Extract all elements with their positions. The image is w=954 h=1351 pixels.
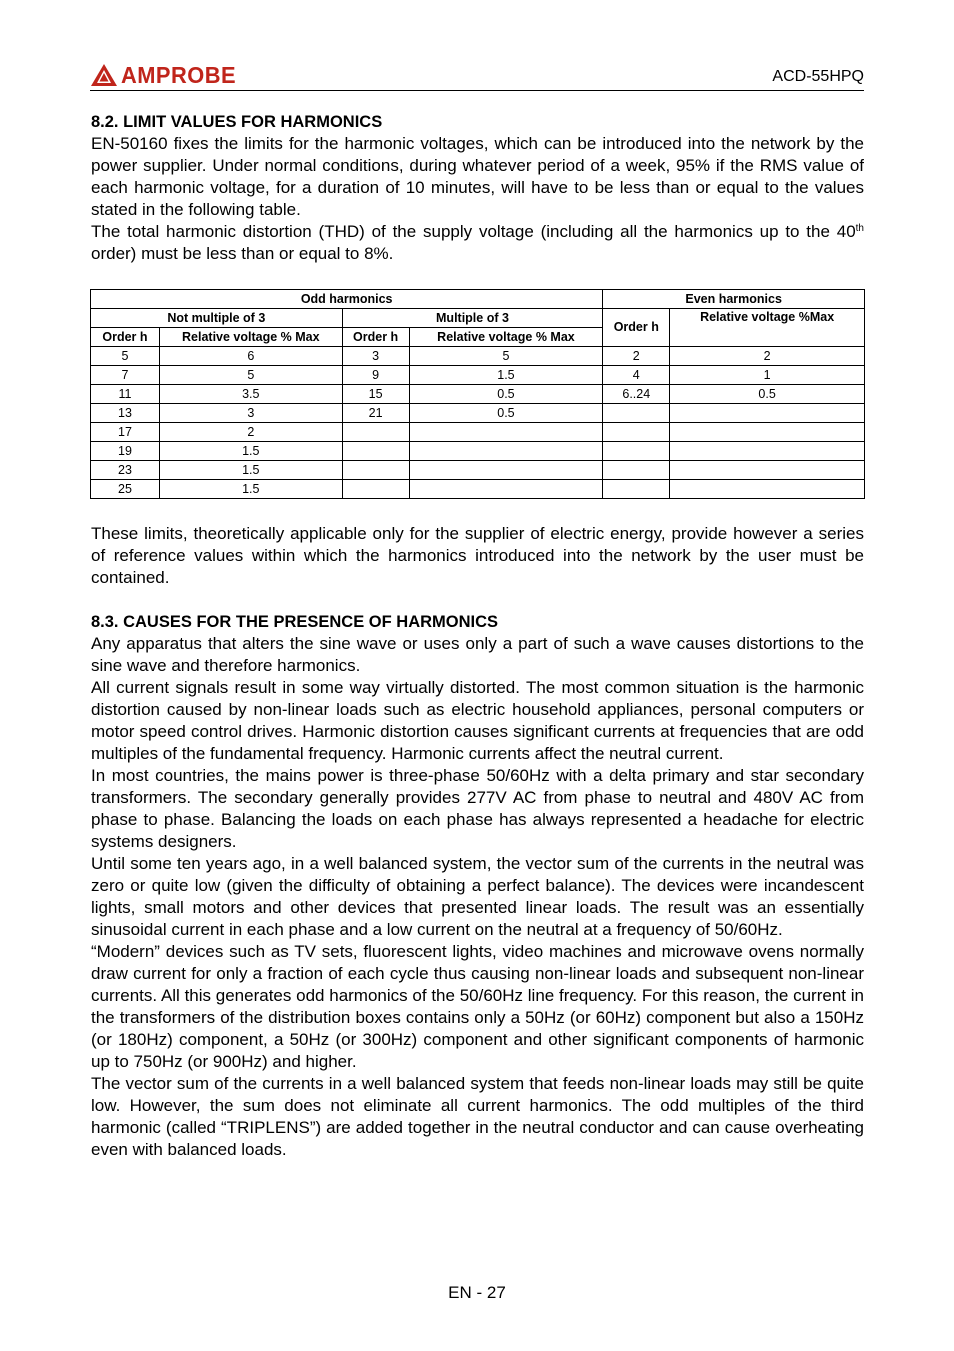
thd-text-start: The total harmonic distortion (THD) of the supply voltage (including all the harmonics up to the 40 — [91, 222, 856, 241]
table-cell — [670, 404, 865, 423]
warning-triangle-icon — [90, 63, 118, 87]
table-cell — [409, 442, 603, 461]
table-cell: 19 — [91, 442, 160, 461]
table-cell — [670, 423, 865, 442]
table-cell: 1.5 — [409, 366, 603, 385]
table-cell: 11 — [91, 385, 160, 404]
table-cell — [670, 461, 865, 480]
table-row — [91, 461, 865, 480]
table-cell: 1 — [670, 366, 865, 385]
table-cell: 17 — [91, 423, 160, 442]
table-cell: 25 — [91, 480, 160, 499]
table-cell: 0.5 — [409, 385, 603, 404]
table-cell — [342, 423, 409, 442]
even-order-h-header: Order h — [603, 309, 670, 347]
table-cell — [670, 480, 865, 499]
table-cell: 9 — [342, 366, 409, 385]
table-row — [91, 385, 865, 404]
multiple-of-3-header: Multiple of 3 — [342, 309, 603, 328]
table-cell — [409, 461, 603, 480]
thd-text-end: order) must be less than or equal to 8%. — [91, 244, 394, 263]
table-cell — [342, 480, 409, 499]
table-cell — [603, 461, 670, 480]
causes-paragraph: Any apparatus that alters the sine wave or uses only a part of such a wave causes distortions to the sine wave and therefore harmonics. — [91, 634, 864, 675]
table-cell: 7 — [91, 366, 160, 385]
model-name: ACD-55HPQ — [772, 68, 864, 85]
table-cell: 23 — [91, 461, 160, 480]
even-relative-voltage-header: Relative voltage %Max — [670, 309, 865, 347]
even-harmonics-header: Even harmonics — [603, 290, 865, 309]
table-cell — [603, 442, 670, 461]
section-heading-limit-values: 8.2. LIMIT VALUES FOR HARMONICS — [91, 113, 383, 131]
table-cell — [409, 423, 603, 442]
table-cell: 5 — [91, 347, 160, 366]
harmonics-limits-table — [90, 289, 865, 499]
causes-paragraphs — [91, 633, 864, 1161]
table-cell: 1.5 — [159, 442, 342, 461]
table-cell: 2 — [159, 423, 342, 442]
table-cell: 4 — [603, 366, 670, 385]
table-cell: 21 — [342, 404, 409, 423]
table-cell — [670, 442, 865, 461]
table-cell: 2 — [603, 347, 670, 366]
amprobe-logo — [90, 62, 242, 88]
causes-paragraph: The vector sum of the currents in a well balanced system that feeds non-linear loads may still be quite low. However, the sum does not eliminate all current harmonics. The odd multiples of the third harmonic (called “TRIPLENS”) are added together in the neutral conductor and can cause overheating even with balanced loads. — [91, 1074, 864, 1159]
paragraph-thd — [91, 221, 864, 265]
table-row — [91, 404, 865, 423]
table-cell — [603, 480, 670, 499]
causes-paragraph: “Modern” devices such as TV sets, fluorescent lights, video machines and microwave ovens normally draw current for only a fraction of each cycle thus causing non-linear loads and subsequent non-linear currents. All this generates odd harmonics of the 50/60Hz line frequency. For this reason, the current in the transformers of the distribution boxes contains only a 50Hz (or 60Hz) component but also a 150Hz (or 180Hz) component, a 50Hz (or 300Hz) component and other significant components of harmonic up to 750Hz (or 900Hz) and higher. — [91, 942, 864, 1071]
table-cell — [342, 461, 409, 480]
table-cell — [342, 442, 409, 461]
table-cell — [603, 404, 670, 423]
table-cell: 5 — [159, 366, 342, 385]
page-number: EN - 27 — [448, 1283, 506, 1302]
order-h-header: Order h — [91, 328, 160, 347]
table-row — [91, 442, 865, 461]
table-row — [91, 423, 865, 442]
logo-text: AMPROBE — [121, 62, 237, 88]
table-cell: 2 — [670, 347, 865, 366]
table-cell — [409, 480, 603, 499]
table-cell: 0.5 — [409, 404, 603, 423]
causes-paragraph: In most countries, the mains power is three-phase 50/60Hz with a delta primary and star secondary transformers. The secondary generally provides 277V AC from phase to neutral and 480V AC from phase to phase. Balancing the loads on each phase has always represented a headache for electric systems designers. — [91, 766, 864, 851]
table-cell: 6..24 — [603, 385, 670, 404]
table-cell: 3.5 — [159, 385, 342, 404]
table-cell — [603, 423, 670, 442]
table-cell: 3 — [342, 347, 409, 366]
table-cell: 3 — [159, 404, 342, 423]
table-body — [91, 347, 865, 499]
page-header — [90, 56, 864, 91]
table-row — [91, 480, 865, 499]
thd-superscript: th — [855, 223, 864, 234]
section-heading-causes: 8.3. CAUSES FOR THE PRESENCE OF HARMONICS — [91, 613, 499, 631]
page-content — [91, 111, 864, 1161]
order-h-header: Order h — [342, 328, 409, 347]
not-multiple-of-3-header: Not multiple of 3 — [91, 309, 343, 328]
table-cell: 15 — [342, 385, 409, 404]
paragraph-en50160: EN-50160 fixes the limits for the harmonic voltages, which can be introduced into the network by the power supplier. Under normal conditions, during whatever period of a week, 95% if the RMS value of each harmonic voltage, for a duration of 10 minutes, will have to be less than or equal to the values stated in the following table. — [91, 134, 864, 219]
relative-voltage-header: Relative voltage % Max — [159, 328, 342, 347]
table-cell: 1.5 — [159, 461, 342, 480]
table-cell: 5 — [409, 347, 603, 366]
paragraph-reference-values: These limits, theoretically applicable only for the supplier of electric energy, provide however a series of reference values within which the harmonics introduced into the network by the user must be contained. — [91, 524, 864, 587]
relative-voltage-header: Relative voltage % Max — [409, 328, 603, 347]
table-row — [91, 347, 865, 366]
table-cell: 13 — [91, 404, 160, 423]
table-cell: 0.5 — [670, 385, 865, 404]
causes-paragraph: Until some ten years ago, in a well balanced system, the vector sum of the currents in the neutral was zero or quite low (given the difficulty of obtaining a perfect balance). The devices were incandescent lights, small motors and other devices that presented linear loads. The result was an essentially sinusoidal current in each phase and a low current on the neutral at a frequency of 50/60Hz. — [91, 854, 864, 939]
table-cell: 6 — [159, 347, 342, 366]
causes-paragraph: All current signals result in some way virtually distorted. The most common situation is the harmonic distortion caused by non-linear loads such as electric household appliances, personal computers or motor speed control drives. Harmonic distortion causes significant currents at frequencies that are odd multiples of the fundamental frequency. Harmonic currents affect the neutral current. — [91, 678, 864, 763]
table-row — [91, 366, 865, 385]
table-cell: 1.5 — [159, 480, 342, 499]
odd-harmonics-header: Odd harmonics — [91, 290, 603, 309]
